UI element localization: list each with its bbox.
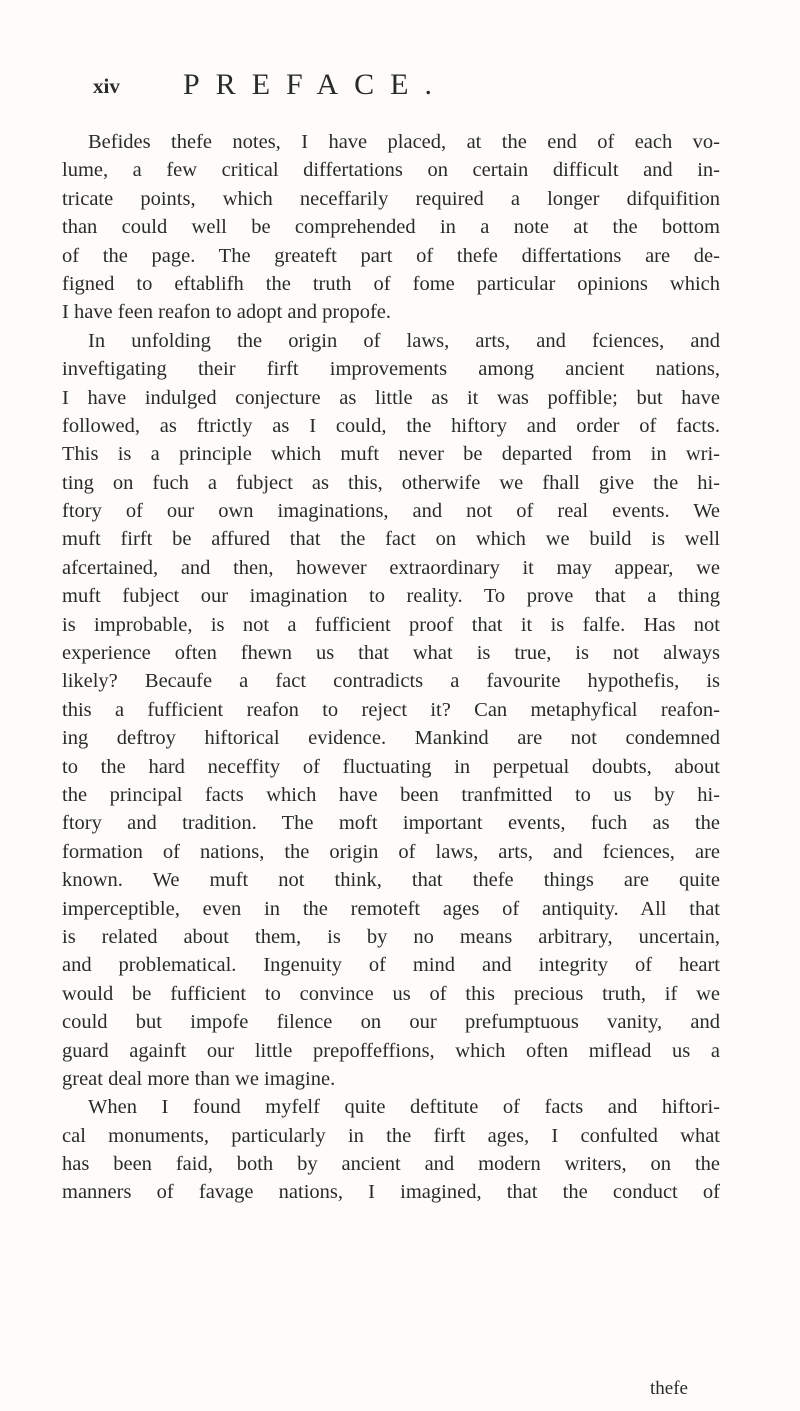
text-line: I have feen reafon to adopt and propofe. xyxy=(62,301,391,324)
page-header xyxy=(93,68,713,108)
text-line: muft fubject our imagination to reality. To prove that a thing xyxy=(62,585,720,608)
text-line: I have indulged conjecture as little as it was poffible; but have xyxy=(62,386,720,409)
page-number: xiv xyxy=(93,74,120,98)
text-line: followed, as ftrictly as I could, the hiftory and order of facts. xyxy=(62,414,720,437)
text-line: ting on fuch a fubject as this, otherwife we fhall give the hi- xyxy=(62,471,720,494)
text-line: and problematical. Ingenuity of mind and integrity of heart xyxy=(62,954,720,977)
text-line: has been faid, both by ancient and modern writers, on the xyxy=(62,1153,720,1176)
catchword: thefe xyxy=(650,1378,688,1399)
text-line: ing deftroy hiftorical evidence. Mankind are not condemned xyxy=(62,727,720,750)
text-line: this a fufficient reafon to reject it? Can metaphyfical reafon- xyxy=(62,698,720,721)
text-line: could but impofe filence on our prefumptuous vanity, and xyxy=(62,1011,720,1034)
text-line: is related about them, is by no means arbitrary, uncertain, xyxy=(62,925,720,948)
text-line: When I found myfelf quite deftitute of facts and hiftori- xyxy=(88,1096,720,1119)
text-line: to the hard neceffity of fluctuating in perpetual doubts, about xyxy=(62,755,720,778)
text-line: In unfolding the origin of laws, arts, and fciences, and xyxy=(88,329,720,352)
text-line: likely? Becaufe a fact contradicts a favourite hypothefis, is xyxy=(62,670,720,693)
text-line: Befides thefe notes, I have placed, at the end of each vo- xyxy=(88,131,720,153)
text-line: ftory and tradition. The moft important events, fuch as the xyxy=(62,812,720,835)
text-line: afcertained, and then, however extraordinary it may appear, we xyxy=(62,556,720,579)
text-line: formation of nations, the origin of laws, arts, and fciences, are xyxy=(62,840,720,863)
text-line: known. We muft not think, that thefe things are quite xyxy=(62,869,720,892)
text-line: guard againft our little prepoffeffions, which often miflead us a xyxy=(62,1039,720,1062)
text-line: lume, a few critical differtations on certain difficult and in- xyxy=(62,159,720,182)
running-head: PREFACE. xyxy=(183,68,448,101)
text-line: muft firft be affured that the fact on which we build is well xyxy=(62,528,720,551)
text-line: cal monuments, particularly in the firft ages, I confulted what xyxy=(62,1124,720,1147)
text-line: experience often fhewn us that what is true, is not always xyxy=(62,642,720,665)
text-line: of the page. The greateft part of thefe differtations are de- xyxy=(62,244,720,267)
text-line: is improbable, is not a fufficient proof that it is falfe. Has not xyxy=(62,613,720,636)
body-text xyxy=(62,128,720,1207)
text-line: tricate points, which neceffarily required a longer difquifition xyxy=(62,187,720,210)
text-line: manners of favage nations, I imagined, that the conduct of xyxy=(62,1181,720,1204)
text-line: This is a principle which muft never be departed from in wri- xyxy=(62,443,720,466)
text-line: inveftigating their firft improvements among ancient nations, xyxy=(62,358,720,381)
text-line: imperceptible, even in the remoteft ages of antiquity. All that xyxy=(62,897,720,920)
text-line: would be fufficient to convince us of this precious truth, if we xyxy=(62,982,720,1005)
text-line: the principal facts which have been tranfmitted to us by hi- xyxy=(62,783,720,806)
text-line: than could well be comprehended in a note at the bottom xyxy=(62,216,720,239)
text-line: ftory of our own imaginations, and not of real events. We xyxy=(62,500,720,523)
text-line: great deal more than we imagine. xyxy=(62,1067,336,1090)
text-line: figned to eftablifh the truth of fome particular opinions which xyxy=(62,272,720,295)
